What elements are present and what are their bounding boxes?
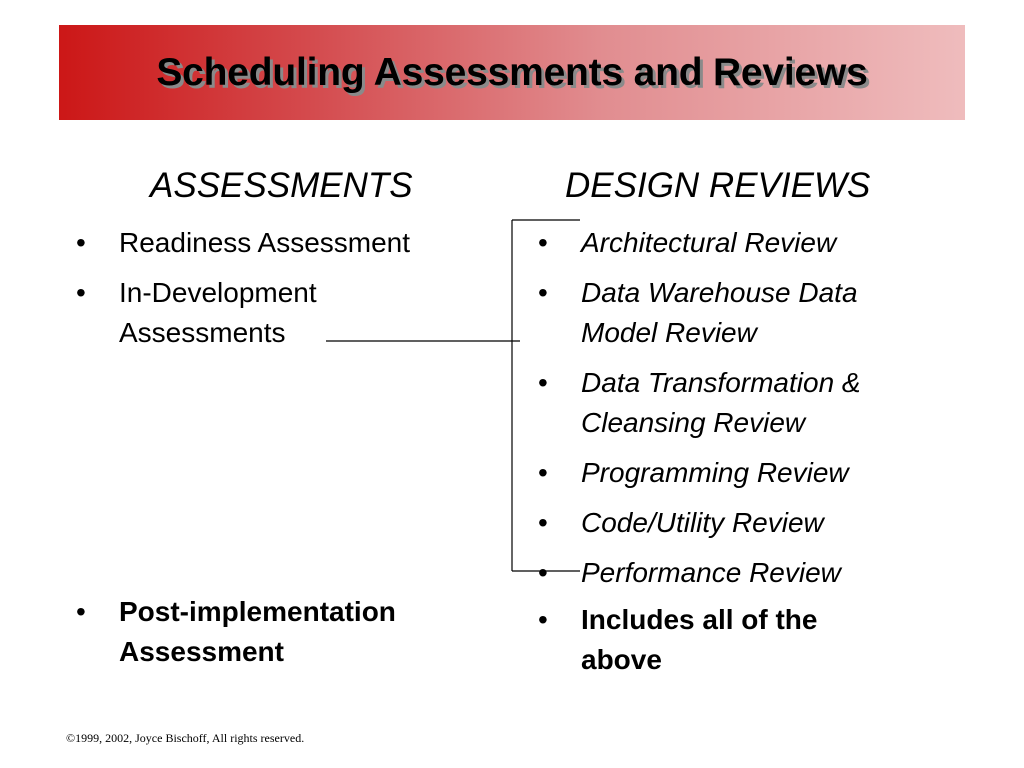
list-item-text: Model Review	[581, 317, 757, 348]
list-item-text: Programming Review	[581, 457, 849, 488]
list-item-text: Post-implementation	[119, 596, 396, 627]
bullet-icon: •	[76, 596, 86, 627]
list-item-text: above	[581, 644, 662, 675]
list-item	[76, 223, 496, 263]
list-item-text: Architectural Review	[581, 227, 837, 258]
bullet-icon: •	[76, 227, 86, 258]
list-item-text: Readiness Assessment	[119, 227, 411, 258]
assessments-list	[76, 223, 496, 353]
list-item-text: Data Transformation &	[581, 367, 861, 398]
bullet-icon: •	[538, 557, 548, 588]
design-reviews-list	[538, 223, 978, 593]
list-item-text: Code/Utility Review	[581, 507, 824, 538]
list-item	[538, 273, 978, 353]
list-item	[538, 553, 978, 593]
list-item	[76, 273, 496, 353]
assessments-heading: ASSESSMENTS	[150, 166, 413, 205]
list-item-text: Data Warehouse Data	[581, 277, 858, 308]
list-item	[538, 503, 978, 543]
bullet-icon: •	[538, 507, 548, 538]
list-item-text: Includes all of the	[581, 604, 818, 635]
design-reviews-heading: DESIGN REVIEWS	[565, 166, 871, 205]
page-title: Scheduling Assessments and Reviews	[156, 51, 868, 94]
list-item	[538, 223, 978, 263]
bullet-icon: •	[538, 227, 548, 258]
list-item	[538, 600, 978, 680]
list-item	[538, 363, 978, 443]
bullet-icon: •	[76, 277, 86, 308]
bullet-icon: •	[538, 367, 548, 398]
includes-all-list	[538, 600, 978, 680]
copyright-footer: ©1999, 2002, Joyce Bischoff, All rights reserved.	[66, 731, 305, 745]
bullet-icon: •	[538, 277, 548, 308]
post-implementation-list	[76, 592, 496, 672]
list-item-text: In-Development	[119, 277, 317, 308]
list-item-text: Cleansing Review	[581, 407, 806, 438]
bullet-icon: •	[538, 457, 548, 488]
list-item-text: Assessments	[119, 317, 286, 348]
bullet-icon: •	[538, 604, 548, 635]
list-item-text: Assessment	[119, 636, 284, 667]
list-item-text: Performance Review	[581, 557, 841, 588]
list-item	[76, 592, 496, 672]
list-item	[538, 453, 978, 493]
